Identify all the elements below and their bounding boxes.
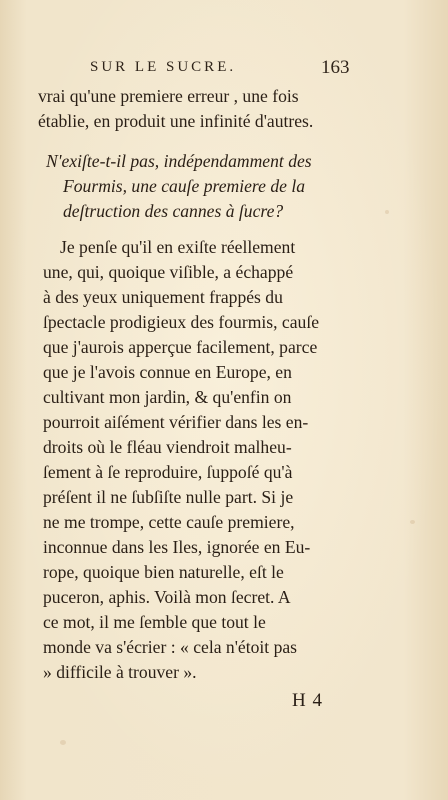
text-line: établie, en produit une infinité d'autres. bbox=[38, 111, 314, 131]
text-line: ſement à ſe reproduire, ſuppoſé qu'à bbox=[43, 462, 293, 482]
question-line: Fourmis, une cauſe premiere de la bbox=[63, 176, 306, 196]
text-line: ſpectacle prodigieux des fourmis, cauſe bbox=[43, 312, 320, 332]
text-line: une, qui, quoique viſible, a échappé bbox=[43, 262, 294, 282]
text-line: droits où le fléau viendroit malheu- bbox=[43, 437, 292, 457]
text-line: ne me trompe, cette cauſe premiere, bbox=[43, 512, 295, 532]
text-line: monde va s'écrier : « cela n'étoit pas bbox=[43, 637, 298, 657]
paper-foxing bbox=[410, 520, 415, 524]
question-line: deſtruction des cannes à ſucre? bbox=[63, 201, 284, 221]
text-line: à des yeux uniquement frappés du bbox=[43, 287, 283, 307]
text-line: Je penſe qu'il en exiſte réellement bbox=[60, 237, 296, 257]
signature-mark: H 4 bbox=[292, 690, 323, 711]
text-line: préſent il ne ſubſiſte nulle part. Si je bbox=[43, 487, 294, 507]
text-line: inconnue dans les Iles, ignorée en Eu- bbox=[43, 537, 311, 557]
paper-foxing bbox=[385, 210, 389, 214]
text-line: pourroit aiſément vérifier dans les en- bbox=[43, 412, 309, 432]
question-line: N'exiſte-t-il pas, indépendamment des bbox=[46, 151, 312, 171]
paper-foxing bbox=[60, 740, 66, 745]
text-line: que je l'avois connue en Europe, en bbox=[43, 362, 292, 382]
text-line: cultivant mon jardin, & qu'enfin on bbox=[43, 387, 292, 407]
page-number: 163 bbox=[321, 57, 350, 78]
page-header bbox=[0, 57, 448, 81]
text-line: rope, quoique bien naturelle, eſt le bbox=[43, 562, 284, 582]
text-line: que j'aurois apperçue facilement, parce bbox=[43, 337, 318, 357]
running-head: SUR LE SUCRE. bbox=[90, 59, 237, 75]
text-line: puceron, aphis. Voilà mon ſecret. A bbox=[43, 587, 291, 607]
text-line: vrai qu'une premiere erreur , une fois bbox=[38, 86, 299, 106]
text-line: ce mot, il me ſemble que tout le bbox=[43, 612, 266, 632]
text-line: » difficile à trouver ». bbox=[43, 662, 197, 682]
